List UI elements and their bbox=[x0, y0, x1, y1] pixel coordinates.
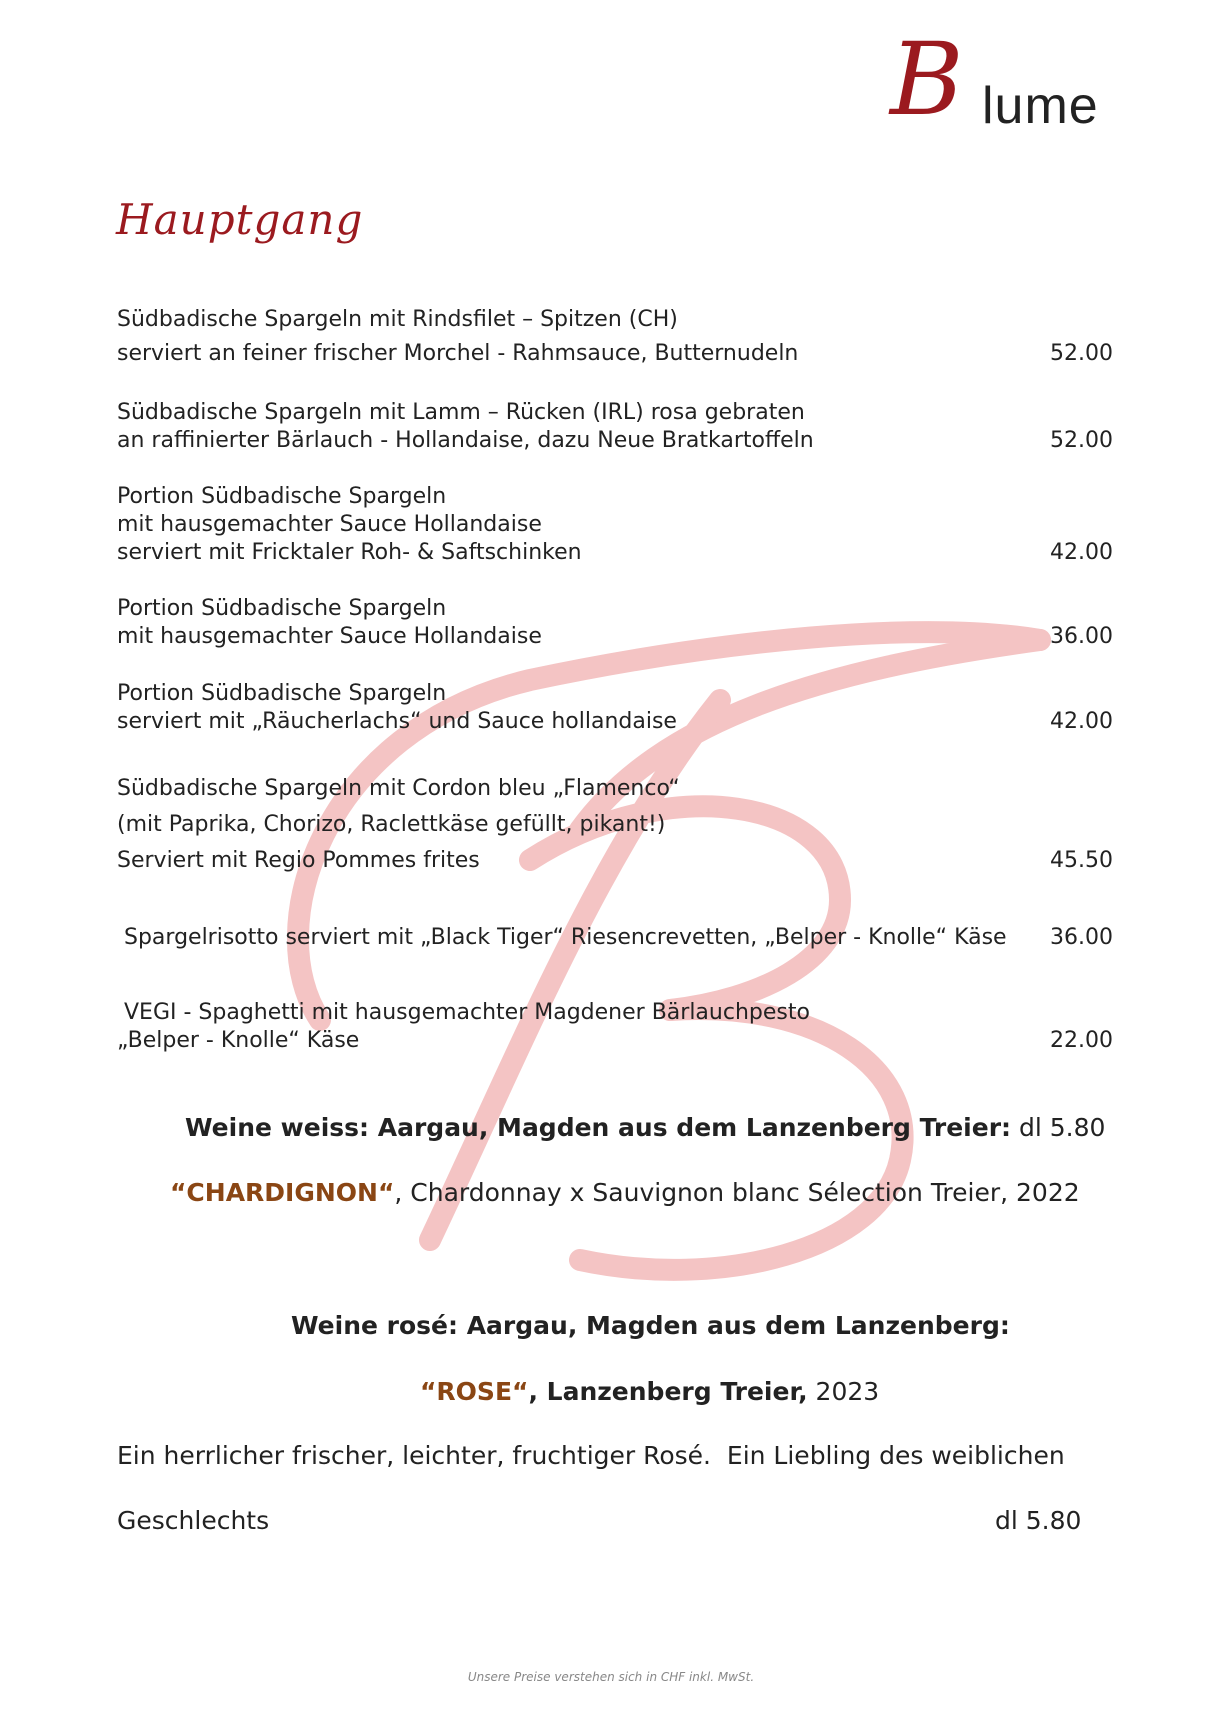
menu-item-line: serviert mit Fricktaler Roh- & Saftschinken bbox=[117, 540, 582, 565]
wine-white-name: “CHARDIGNON“ bbox=[170, 1178, 395, 1207]
wine-rose-year: 2023 bbox=[807, 1377, 880, 1406]
menu-item bbox=[117, 399, 1113, 455]
menu-item-price: 52.00 bbox=[1050, 428, 1113, 453]
menu-item-line: VEGI - Spaghetti mit hausgemachter Magdener Bärlauchpesto bbox=[117, 1000, 810, 1025]
wine-rose-detail-line bbox=[420, 1377, 879, 1406]
menu-item-price: 52.00 bbox=[1050, 341, 1113, 366]
wine-white-heading-line bbox=[185, 1113, 1105, 1142]
menu-item-price: 22.00 bbox=[1050, 1028, 1113, 1053]
restaurant-logo bbox=[890, 21, 1160, 140]
menu-item bbox=[117, 595, 1113, 651]
menu-item-line: Portion Südbadische Spargeln bbox=[117, 484, 447, 509]
wine-rose-description-2: Geschlechts bbox=[117, 1506, 270, 1535]
menu-item-line: Südbadische Spargeln mit Rindsfilet – Spitzen (CH) bbox=[117, 307, 678, 332]
price-note-footer: Unsere Preise verstehen sich in CHF inkl. MwSt. bbox=[467, 1670, 755, 1684]
wine-white-heading: Weine weiss: Aargau, Magden aus dem Lanzenberg Treier: bbox=[185, 1113, 1012, 1142]
wine-white-detail-line bbox=[170, 1178, 1080, 1207]
logo-word: lume bbox=[982, 77, 1099, 135]
menu-item-line: Portion Südbadische Spargeln bbox=[117, 681, 447, 706]
menu-item-line: Serviert mit Regio Pommes frites bbox=[117, 848, 480, 873]
wine-rose-heading: Weine rosé: Aargau, Magden aus dem Lanzenberg: bbox=[291, 1311, 1010, 1340]
wine-rose-producer: , Lanzenberg Treier, bbox=[528, 1377, 808, 1406]
menu-item-line: Spargelrisotto serviert mit „Black Tiger“ Riesencrevetten, „Belper - Knolle“ Käse bbox=[117, 925, 1007, 950]
menu-item-line: an raffinierter Bärlauch - Hollandaise, dazu Neue Bratkartoffeln bbox=[117, 428, 814, 453]
logo-initial: B bbox=[890, 21, 964, 138]
menu-item-line: Südbadische Spargeln mit Cordon bleu „Flamenco“ bbox=[117, 776, 680, 801]
menu-item-line: (mit Paprika, Chorizo, Raclettkäse gefüllt, pikant!) bbox=[117, 812, 666, 837]
menu-item-line: Portion Südbadische Spargeln bbox=[117, 596, 447, 621]
menu-item-line: mit hausgemachter Sauce Hollandaise bbox=[117, 512, 542, 537]
menu-item bbox=[117, 924, 1113, 952]
section-title: Hauptgang bbox=[116, 195, 364, 244]
wine-rose-name: “ROSE“ bbox=[420, 1377, 529, 1406]
menu-item-price: 45.50 bbox=[1050, 848, 1113, 873]
menu-item-line: mit hausgemachter Sauce Hollandaise bbox=[117, 624, 542, 649]
menu-item bbox=[117, 483, 1113, 567]
menu-item-price: 42.00 bbox=[1050, 709, 1113, 734]
menu-item-line: serviert an feiner frischer Morchel - Rahmsauce, Butternudeln bbox=[117, 341, 799, 366]
wine-white-description: , Chardonnay x Sauvignon blanc Sélection Treier, 2022 bbox=[394, 1178, 1080, 1207]
menu-item-price: 36.00 bbox=[1050, 624, 1113, 649]
menu-item bbox=[117, 775, 1113, 875]
wine-rose-description-1: Ein herrlicher frischer, leichter, fruchtiger Rosé. Ein Liebling des weiblichen bbox=[117, 1441, 1065, 1470]
menu-item-line: Südbadische Spargeln mit Lamm – Rücken (IRL) rosa gebraten bbox=[117, 400, 805, 425]
menu-item bbox=[117, 680, 1113, 736]
wine-white-price: dl 5.80 bbox=[1019, 1113, 1106, 1142]
wine-rose-price: dl 5.80 bbox=[995, 1506, 1082, 1535]
menu-item bbox=[117, 999, 1113, 1055]
menu-item-price: 36.00 bbox=[1050, 925, 1113, 950]
menu-item-line: serviert mit „Räucherlachs“ und Sauce hollandaise bbox=[117, 709, 677, 734]
menu-item bbox=[117, 306, 1113, 368]
menu-item-price: 42.00 bbox=[1050, 540, 1113, 565]
menu-item-line: „Belper - Knolle“ Käse bbox=[117, 1028, 360, 1053]
